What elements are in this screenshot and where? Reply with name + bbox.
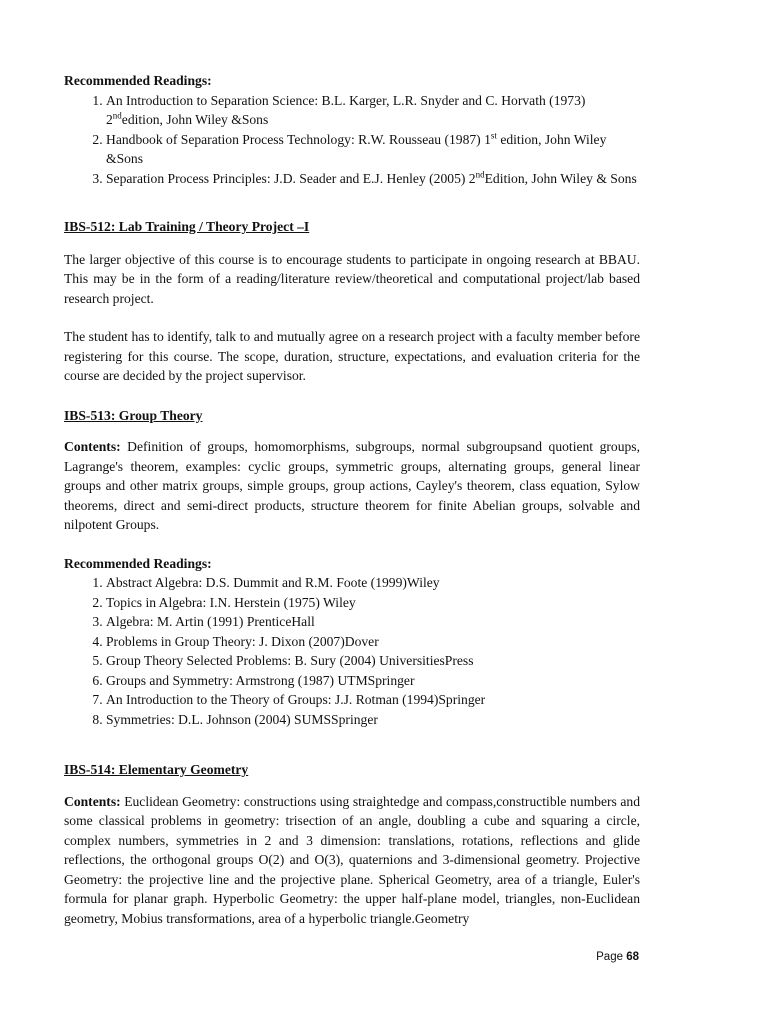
recommended-readings-heading-2: Recommended Readings: (64, 555, 212, 571)
reading-item: 1. Abstract Algebra: D.S. Dummit and R.M. Foote (1999)Wiley (106, 573, 640, 593)
document-page (64, 71, 640, 928)
reading-item (106, 91, 640, 130)
reading-item (106, 130, 640, 169)
page-label: Page (596, 951, 627, 963)
ibs-514-contents (64, 792, 640, 929)
reading-item: 4. Problems in Group Theory: J. Dixon (2007)Dover (106, 632, 640, 652)
contents-text: Definition of groups, homomorphisms, subgroups, normal subgroupsand quotient groups, Lagrange's theorem, examples: cyclic groups, symmetric groups, alternating groups, general linear groups and other matrix groups, simple groups, group actions, Cayley's theorem, class equation, Sylow theorems, direct and semi-direct products, structure theorem for finite Abelian groups, solvable and nilpotent Groups. (64, 439, 640, 532)
ordinal-suffix: nd (475, 168, 485, 179)
recommended-readings-list-2 (64, 573, 640, 729)
reading-item: 7. An Introduction to the Theory of Groups: J.J. Rotman (1994)Springer (106, 690, 640, 710)
reading-item: 6. Groups and Symmetry: Armstrong (1987) UTMSpringer (106, 671, 640, 691)
contents-label: Contents: (64, 793, 121, 809)
ordinal-suffix: st (490, 129, 497, 140)
reading-text: edition, John Wiley &Sons (106, 131, 607, 166)
ibs-512-title: IBS-512: Lab Training / Theory Project –I (64, 219, 310, 234)
reading-item: 2. Topics in Algebra: I.N. Herstein (1975) Wiley (106, 593, 640, 613)
reading-text: Edition, John Wiley & Sons (484, 170, 637, 186)
contents-label: Contents: (64, 439, 121, 454)
ibs-513-title: IBS-513: Group Theory (64, 407, 203, 423)
ibs-513-contents (64, 437, 640, 535)
reading-text: Handbook of Separation Process Technology: R.W. Rousseau (1987) 1 (106, 131, 491, 147)
reading-text: An Introduction to Separation Science: B.L. Karger, L.R. Snyder and C. Horvath (1973) 2 (106, 92, 586, 127)
reading-item: 5. Group Theory Selected Problems: B. Sury (2004) UniversitiesPress (106, 651, 640, 671)
ordinal-suffix: nd (112, 110, 122, 121)
page-number-value: 68 (626, 951, 639, 963)
reading-text: Separation Process Principles: J.D. Seader and E.J. Henley (2005) 2 (106, 170, 476, 186)
ibs-512-paragraph-1: The larger objective of this course is to encourage students to participate in ongoing research at BBAU. This may be in the form of a reading/literature review/theoretical and computational project/lab based research project. (64, 251, 640, 306)
reading-item: 3. Algebra: M. Artin (1991) PrenticeHall (106, 612, 640, 632)
page-number (596, 948, 639, 968)
contents-text: Euclidean Geometry: constructions using straightedge and compass,constructible numbers and some classical problems in geometry: trisection of an angle, doubling a cube and squaring a circle, complex numbers, symmetries in 2 and 3 dimension: translations, rotations, reflections and glide reflections, the orthogonal groups O(2) and O(3), quaternions and 3-dimensional geometry. Projective Geometry: the projective line and the projective plane. Spherical Geometry, area of a triangle, Euler's formula for planar graph. Hyperbolic Geometry: the upper half-plane model, triangles, non-Euclidean geometry, Mobius transformations, area of a hyperbolic triangle.Geometry (64, 793, 640, 926)
recommended-readings-heading-1: Recommended Readings: (64, 73, 212, 88)
ibs-512-paragraph-2: The student has to identify, talk to and mutually agree on a research project with a faculty member before registering for this course. The scope, duration, structure, expectations, and evaluation criteria for the course are decided by the project supervisor. (64, 329, 640, 383)
recommended-readings-list-1 (64, 91, 640, 189)
ibs-514-title: IBS-514: Elementary Geometry (64, 762, 249, 777)
reading-text: edition, John Wiley &Sons (121, 112, 269, 127)
reading-item (106, 169, 640, 189)
reading-item: 8. Symmetries: D.L. Johnson (2004) SUMSSpringer (106, 710, 640, 730)
